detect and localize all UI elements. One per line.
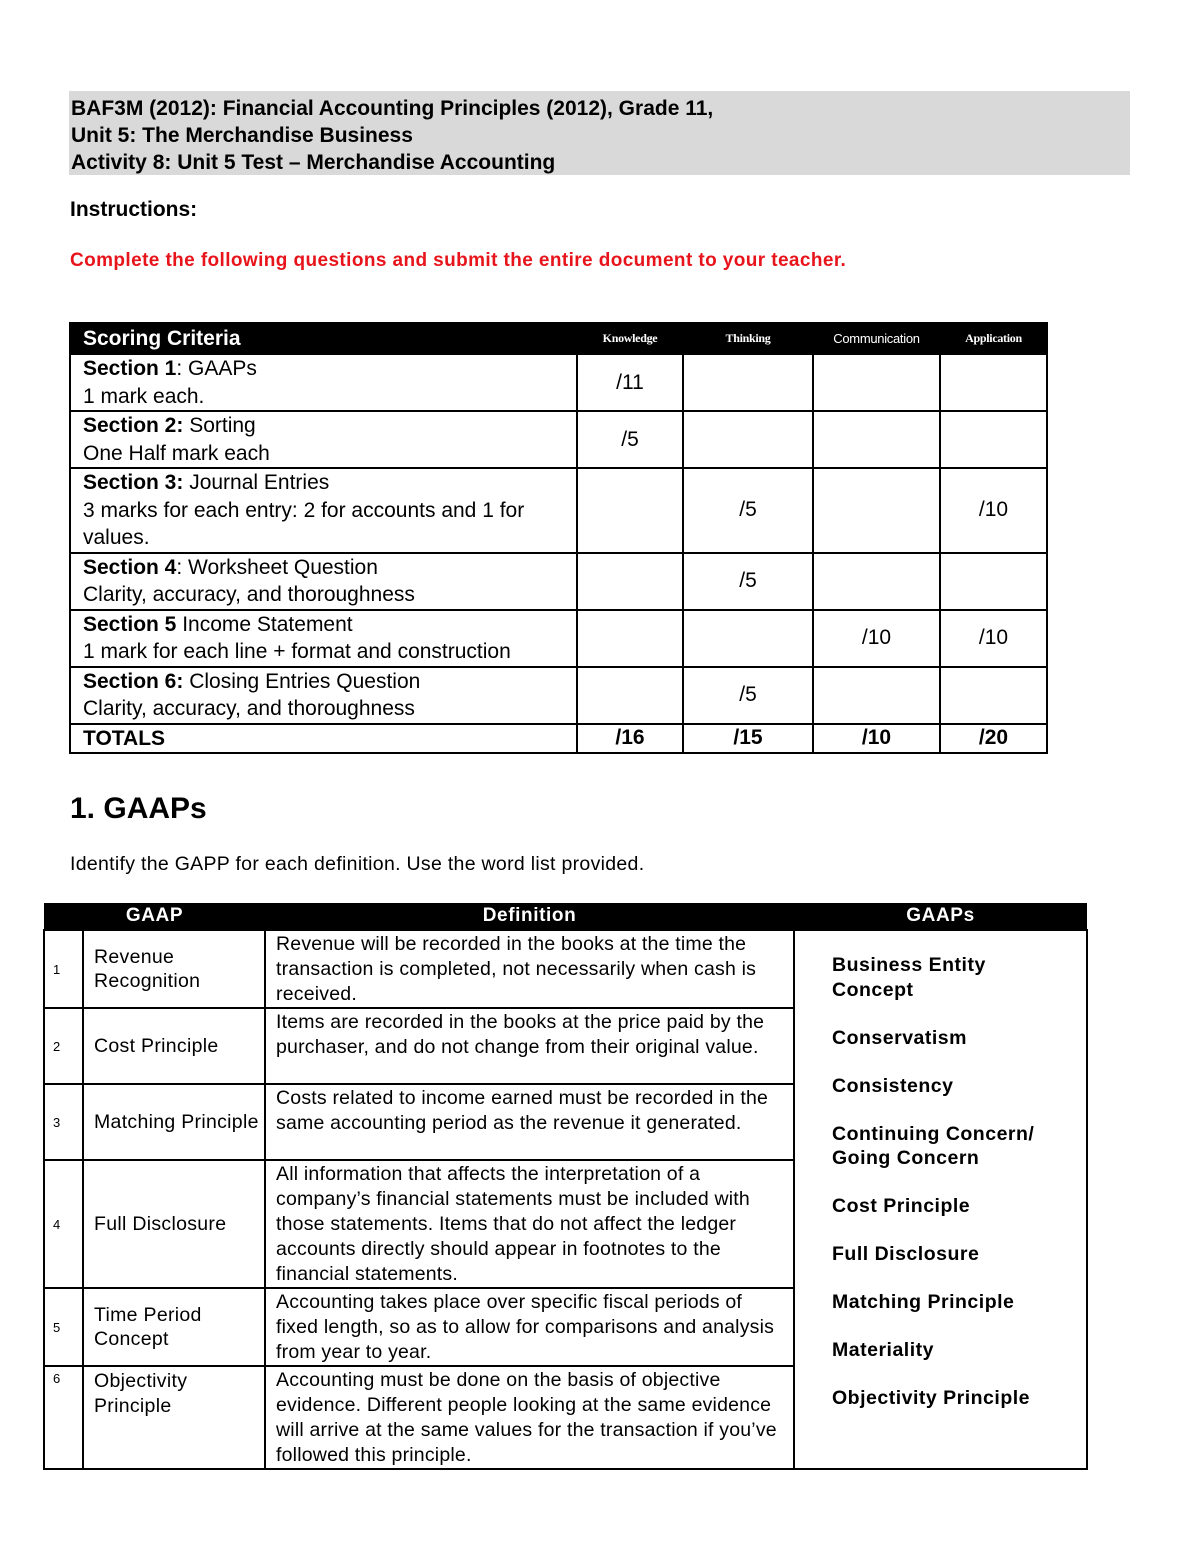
knowledge-score — [577, 468, 683, 553]
gaap-answer: Cost Principle — [83, 1008, 265, 1084]
scoring-header-knowledge: Knowledge — [577, 323, 683, 354]
gaap-definition: Accounting must be done on the basis of objective evidence. Different people looking at the same evidence will arrive at the same values for the transaction if you’ve followed this principle. — [265, 1366, 794, 1469]
application-score — [940, 667, 1047, 724]
section-desc: One Half mark each — [83, 441, 270, 465]
knowledge-score: /5 — [577, 411, 683, 468]
word-list-item: Business Entity Concept — [832, 954, 986, 1001]
row-number: 3 — [44, 1084, 83, 1160]
section-name: Income Statement — [176, 612, 353, 636]
scoring-row — [70, 553, 1047, 610]
section-name: : GAAPs — [176, 357, 257, 380]
knowledge-score — [577, 667, 683, 724]
section-desc: 1 mark for each line + format and construction — [83, 640, 511, 663]
word-list-item: Materiality — [832, 1339, 934, 1361]
section-desc: Clarity, accuracy, and thoroughness — [83, 583, 415, 606]
gaaps-list-header: GAAPs — [794, 903, 1087, 930]
gaap-header: GAAP — [44, 903, 265, 930]
definition-header: Definition — [265, 903, 794, 930]
course-title: BAF3M (2012): Financial Accounting Principles (2012), Grade 11, — [71, 97, 714, 120]
section-title: Section 6: — [83, 669, 184, 693]
gaap-answer: Matching Principle — [83, 1084, 265, 1160]
thinking-score: /5 — [683, 667, 813, 724]
section-name: : Worksheet Question — [176, 555, 378, 579]
word-list — [794, 930, 1087, 1469]
scoring-header-criteria: Scoring Criteria — [70, 323, 577, 354]
scoring-header-application: Application — [940, 323, 1047, 354]
thinking-score — [683, 411, 813, 468]
communication-score — [813, 667, 940, 724]
instructions-text: Complete the following questions and submit the entire document to your teacher. — [70, 250, 847, 271]
row-number: 5 — [44, 1288, 83, 1366]
gaap-answer: Time Period Concept — [83, 1288, 265, 1366]
gaap-definition: Revenue will be recorded in the books at the time the transaction is completed, not necessarily when cash is received. — [265, 930, 794, 1008]
application-score — [940, 553, 1047, 610]
gaap-answer: Revenue Recognition — [83, 930, 265, 1008]
gaap-answer: Objectivity Principle — [83, 1366, 265, 1469]
application-score — [940, 354, 1047, 411]
row-number: 2 — [44, 1008, 83, 1084]
application-total: /20 — [940, 724, 1047, 754]
totals-row — [70, 724, 1047, 754]
word-list-item: Objectivity Principle — [832, 1387, 1030, 1409]
gaap-definition: Items are recorded in the books at the price paid by the purchaser, and do not change from their original value. — [265, 1008, 794, 1084]
row-number: 4 — [44, 1160, 83, 1288]
section-title: Section 2: — [83, 414, 184, 437]
word-list-item: Conservatism — [832, 1026, 967, 1049]
gaap-definition: Costs related to income earned must be recorded in the same accounting period as the revenue it generated. — [265, 1084, 794, 1160]
knowledge-score: /11 — [577, 354, 683, 411]
section-title: Section 4 — [83, 555, 177, 579]
application-score: /10 — [940, 468, 1047, 553]
knowledge-score — [577, 610, 683, 667]
application-score: /10 — [940, 610, 1047, 667]
word-list-item: Cost Principle — [832, 1195, 971, 1217]
gaap-definition: All information that affects the interpretation of a company’s financial statements must be included with those statements. Items that do not affect the ledger accounts directly should appear in footnotes to the financial statements. — [265, 1160, 794, 1288]
word-list-item: Matching Principle — [832, 1291, 1015, 1313]
gaap-answer: Full Disclosure — [83, 1160, 265, 1288]
thinking-score — [683, 354, 813, 411]
scoring-header-thinking: Thinking — [683, 323, 813, 354]
scoring-header-communication: Communication — [813, 323, 940, 354]
scoring-row — [70, 468, 1047, 553]
section-name: Journal Entries — [183, 471, 330, 494]
communication-score — [813, 553, 940, 610]
communication-score — [813, 468, 940, 553]
unit-title: Unit 5: The Merchandise Business — [71, 124, 413, 147]
gaap-definition: Accounting takes place over specific fiscal periods of fixed length, so as to allow for comparisons and analysis from year to year. — [265, 1288, 794, 1366]
section-title: Section 5 — [83, 612, 177, 636]
application-score — [940, 411, 1047, 468]
communication-score — [813, 411, 940, 468]
section-title: Section 3: — [83, 471, 184, 494]
thinking-score: /5 — [683, 468, 813, 553]
gaap-table — [43, 903, 1088, 1470]
word-list-item: Continuing Concern/ Going Concern — [832, 1122, 1035, 1169]
communication-total: /10 — [813, 724, 940, 754]
section-heading: 1. GAAPs — [70, 792, 207, 825]
thinking-score: /5 — [683, 553, 813, 610]
totals-label: TOTALS — [70, 724, 577, 754]
word-list-item: Consistency — [832, 1074, 954, 1097]
activity-title: Activity 8: Unit 5 Test – Merchandise Accounting — [71, 151, 556, 174]
scoring-criteria-table — [69, 322, 1048, 754]
section-desc: Clarity, accuracy, and thoroughness — [83, 697, 415, 720]
knowledge-total: /16 — [577, 724, 683, 754]
scoring-row — [70, 411, 1047, 468]
document-header — [69, 91, 1130, 175]
row-number: 1 — [44, 930, 83, 1008]
thinking-score — [683, 610, 813, 667]
instructions-label: Instructions: — [70, 198, 198, 221]
section-desc: 3 marks for each entry: 2 for accounts and 1 for values. — [83, 498, 525, 549]
table-row — [44, 930, 1087, 1008]
scoring-row — [70, 354, 1047, 411]
knowledge-score — [577, 553, 683, 610]
scoring-row — [70, 610, 1047, 667]
word-list-item: Full Disclosure — [832, 1243, 980, 1265]
row-number: 6 — [44, 1366, 83, 1469]
scoring-row — [70, 667, 1047, 724]
communication-score — [813, 354, 940, 411]
section-desc: 1 mark each. — [83, 384, 205, 408]
section-title: Section 1 — [83, 357, 177, 380]
thinking-total: /15 — [683, 724, 813, 754]
section-intro: Identify the GAPP for each definition. Use the word list provided. — [70, 853, 645, 875]
section-name: Closing Entries Question — [183, 669, 421, 693]
section-name: Sorting — [183, 414, 256, 437]
communication-score: /10 — [813, 610, 940, 667]
